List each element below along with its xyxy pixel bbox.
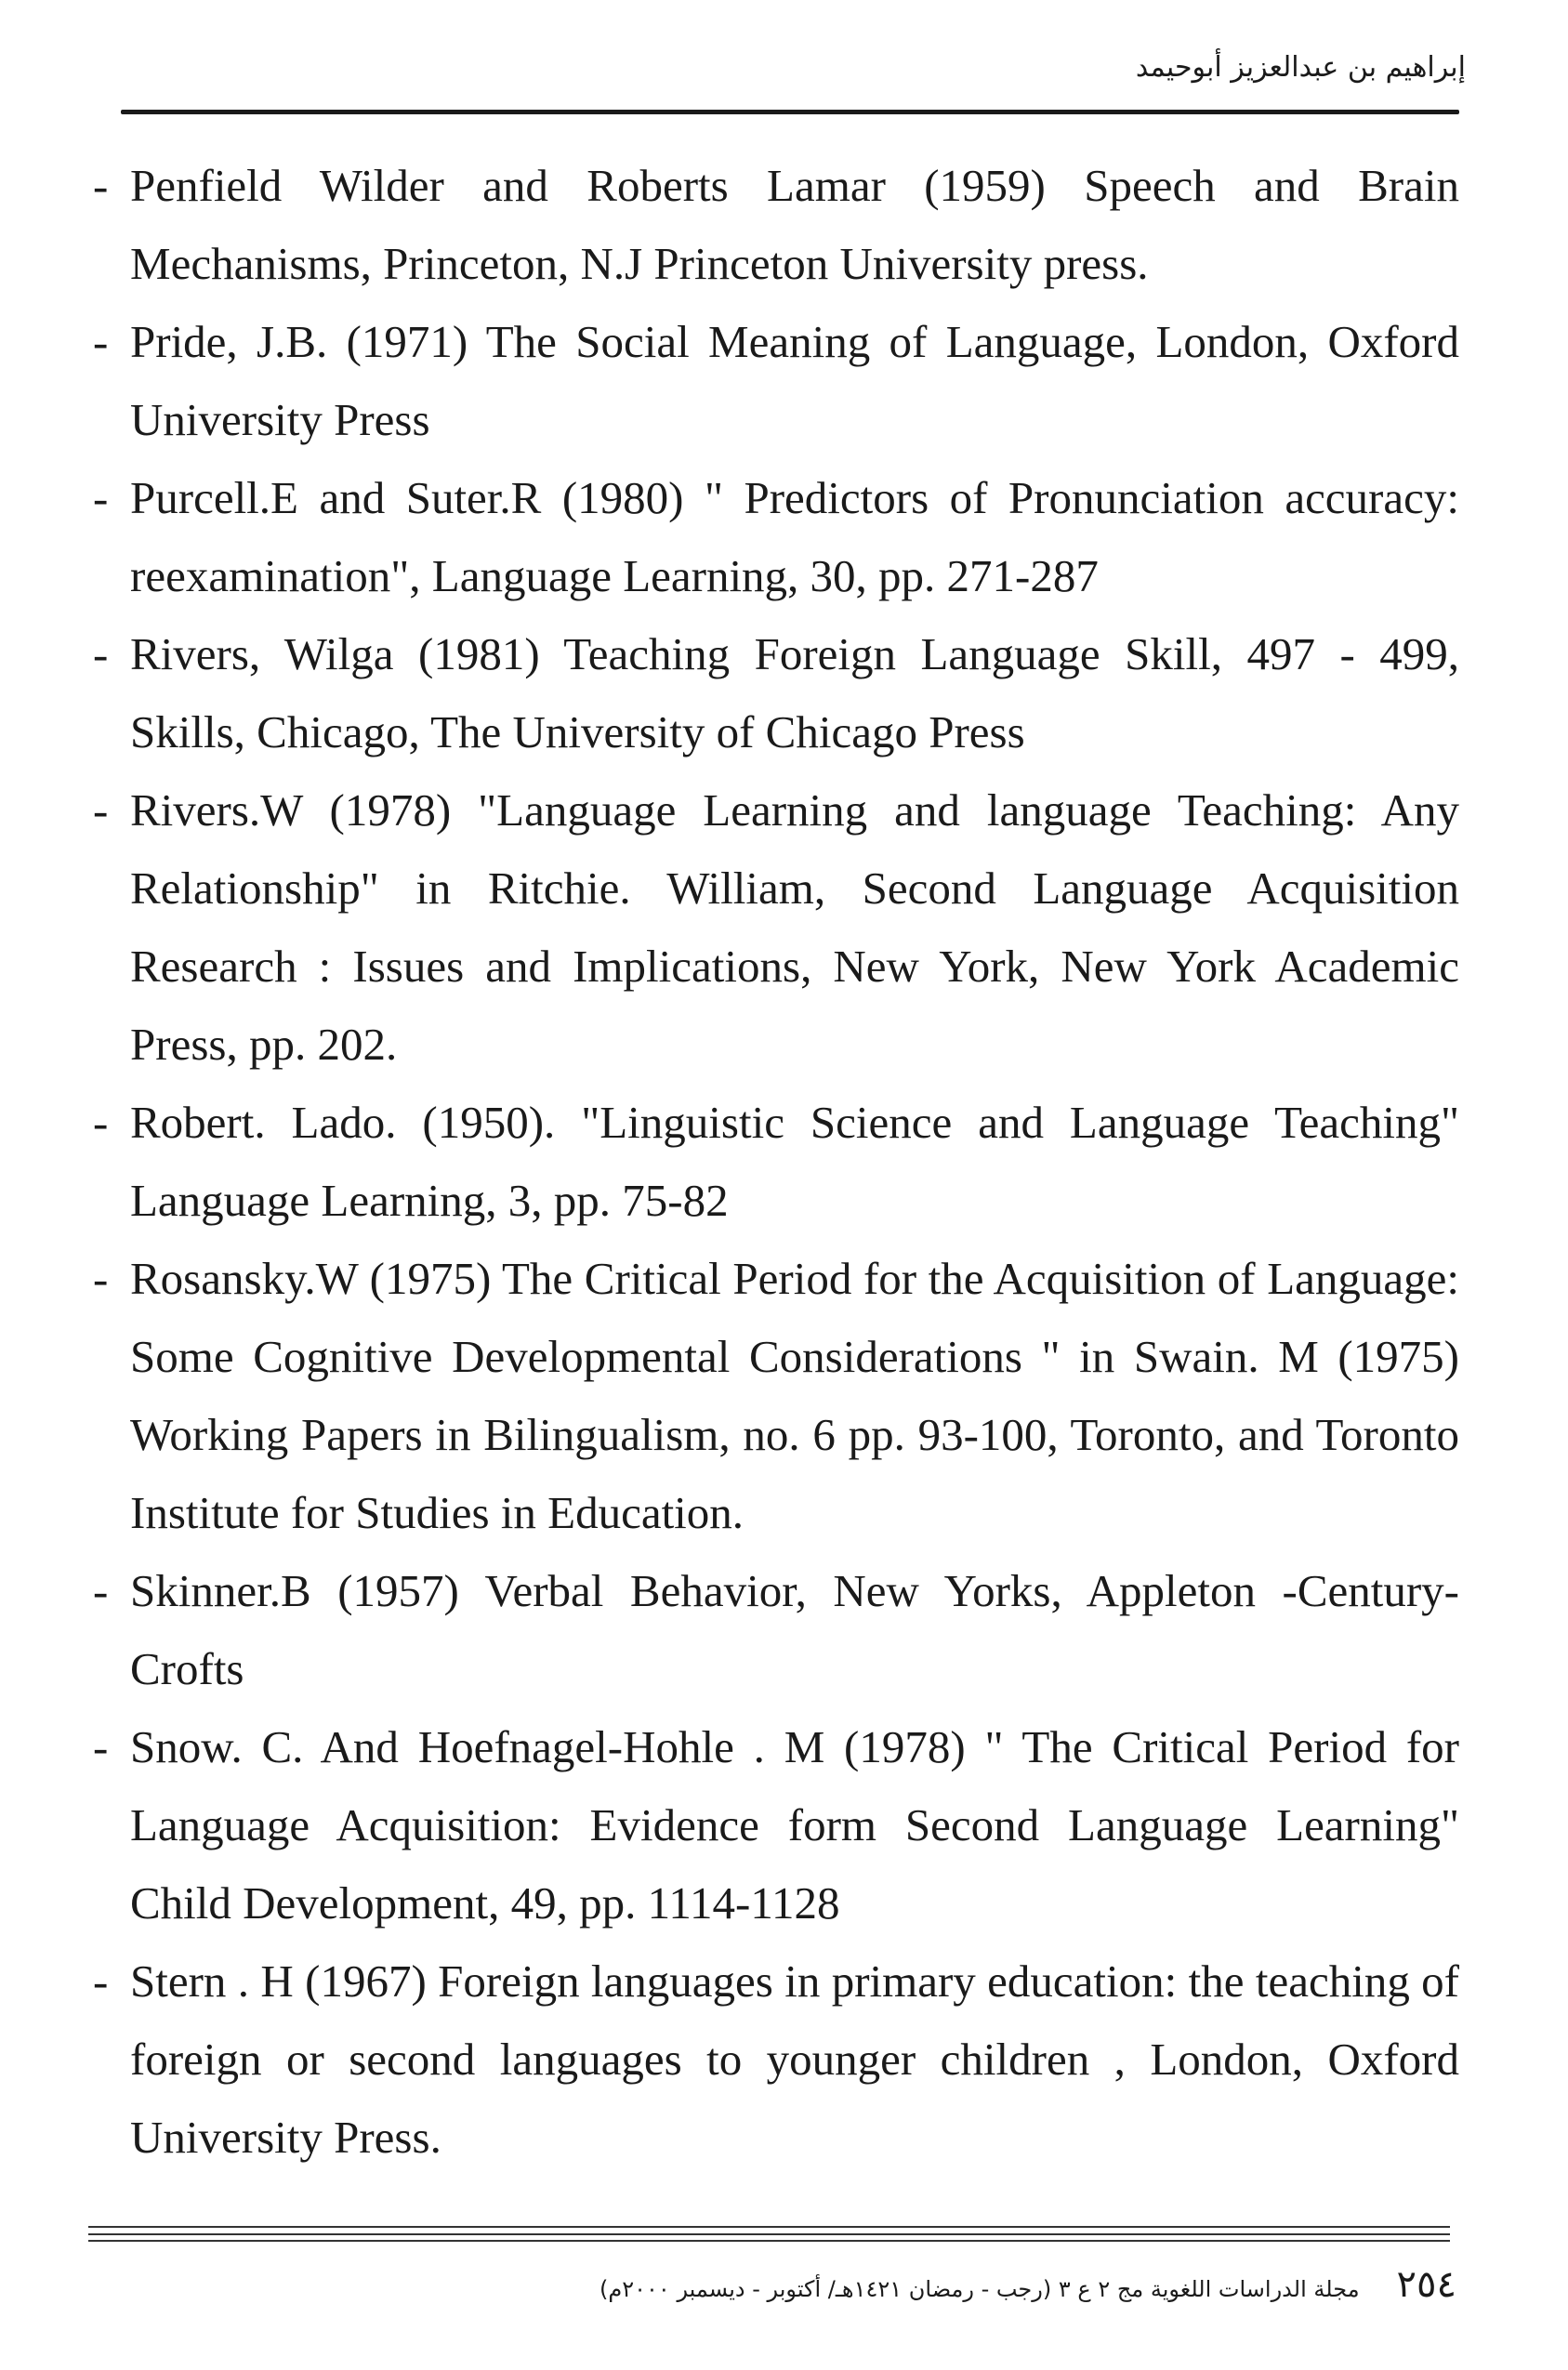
- reference-item: [86, 1552, 1459, 1708]
- journal-info: مجلة الدراسات اللغوية مج ٢ ع ٣ (رجب - رمضان ١٤٢١هـ/ أكتوبر - ديسمبر ٢٠٠٠م): [600, 2276, 1360, 2302]
- reference-text: Robert. Lado. (1950). "Linguistic Science and Language Teaching" Language Learning, 3, pp. 75-82: [130, 1097, 1459, 1226]
- list-dash: -: [93, 316, 109, 367]
- reference-text: Rivers, Wilga (1981) Teaching Foreign Language Skill, 497 - 499, Skills, Chicago, The University of Chicago Press: [130, 628, 1459, 757]
- reference-text: Rosansky.W (1975) The Critical Period for the Acquisition of Language: Some Cognitive Developmental Considerations " in Swain. M (1975) Working Papers in Bilingualism, no. 6 pp. 93-100, Toronto, and Toronto Institute for Studies in Education.: [130, 1253, 1459, 1538]
- reference-list: [86, 147, 1459, 2177]
- reference-item: [86, 615, 1459, 771]
- page-number: ٢٥٤: [1396, 2263, 1456, 2306]
- list-dash: -: [93, 160, 109, 211]
- running-header-author: إبراهيم بن عبدالعزيز أبوحيمد: [1135, 51, 1466, 84]
- list-dash: -: [93, 784, 109, 836]
- reference-text: Purcell.E and Suter.R (1980) " Predictors of Pronunciation accuracy: reexamination", Language Learning, 30, pp. 271-287: [130, 472, 1459, 601]
- reference-item: [86, 771, 1459, 1084]
- reference-item: [86, 303, 1459, 459]
- reference-item: [86, 1942, 1459, 2177]
- list-dash: -: [93, 1097, 109, 1148]
- footer-rule: [88, 2226, 1450, 2228]
- reference-text: Penfield Wilder and Roberts Lamar (1959) Speech and Brain Mechanisms, Princeton, N.J Princeton University press.: [130, 160, 1459, 289]
- reference-item: [86, 1084, 1459, 1240]
- reference-text: Rivers.W (1978) "Language Learning and language Teaching: Any Relationship" in Ritchie. William, Second Language Acquisition Research : Issues and Implications, New York, New York Academic Press, pp. 202.: [130, 784, 1459, 1070]
- list-dash: -: [93, 1565, 109, 1616]
- reference-item: [86, 459, 1459, 615]
- list-dash: -: [93, 472, 109, 523]
- reference-item: [86, 1240, 1459, 1552]
- reference-item: [86, 1708, 1459, 1942]
- reference-text: Skinner.B (1957) Verbal Behavior, New Yorks, Appleton -Century-Crofts: [130, 1565, 1459, 1694]
- reference-item: [86, 147, 1459, 303]
- list-dash: -: [93, 1253, 109, 1304]
- header-rule: [121, 110, 1459, 114]
- footer-rule: [88, 2240, 1450, 2242]
- reference-text: Snow. C. And Hoefnagel-Hohle . M (1978) " The Critical Period for Language Acquisition: Evidence form Second Language Learning" Child Development, 49, pp. 1114-1128: [130, 1721, 1459, 1929]
- reference-text: Pride, J.B. (1971) The Social Meaning of Language, London, Oxford University Press: [130, 316, 1459, 445]
- footer-rule: [88, 2233, 1450, 2235]
- list-dash: -: [93, 1955, 109, 2007]
- page-footer: [600, 2263, 1456, 2306]
- list-dash: -: [93, 1721, 109, 1772]
- reference-text: Stern . H (1967) Foreign languages in primary education: the teaching of foreign or second languages to younger children , London, Oxford University Press.: [130, 1955, 1459, 2163]
- list-dash: -: [93, 628, 109, 679]
